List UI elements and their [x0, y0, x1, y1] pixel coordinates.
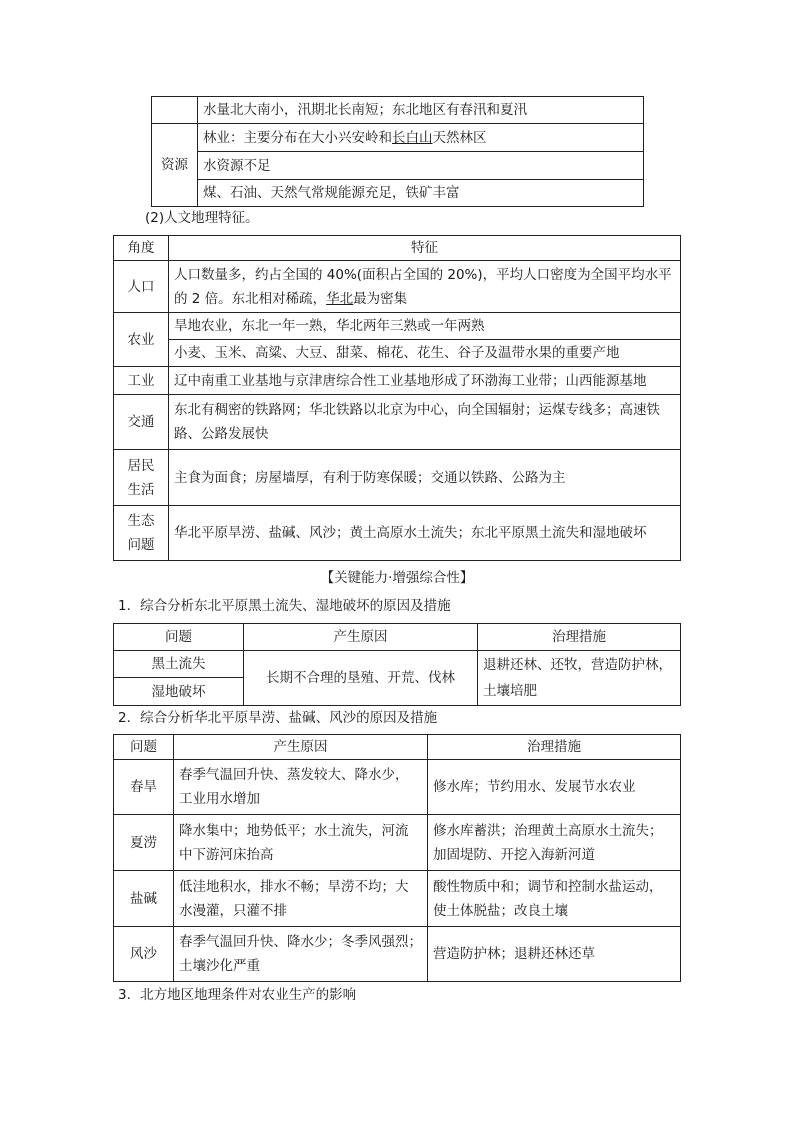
- blacksoil-table: [113, 623, 681, 706]
- table-cell: 林业：主要分布在大小兴安岭和长白山天然林区: [198, 124, 644, 152]
- header-cell: 产生原因: [244, 624, 478, 651]
- measure-cell: 营造防护林；退耕还林还草: [428, 927, 681, 982]
- underlined-text: 华北: [326, 290, 354, 307]
- table-cell: 主食为面食；房屋墙厚，有利于防寒保暖；交通以铁路、公路为主: [169, 450, 681, 506]
- cause-cell: 春季气温回升快、蒸发较大、降水少， 工业用水增加: [174, 760, 428, 815]
- table-cell: 旱地农业，东北一年一熟，华北两年三熟或一年两熟: [169, 313, 681, 340]
- row-label-resource: 资源: [152, 124, 198, 207]
- table-cell: 辽中南重工业基地与京津唐综合性工业基地形成了环渤海工业带；山西能源基地: [169, 367, 681, 395]
- table-row: [114, 927, 681, 982]
- cause-cell: 春季气温回升快、降水少；冬季风强烈； 土壤沙化严重: [174, 927, 428, 982]
- row-label-population: 人口: [114, 261, 169, 313]
- header-cell: 问题: [114, 624, 244, 651]
- measure-cell: 修水库；节约用水、发展节水农业: [428, 760, 681, 815]
- problem-cell: 盐碱: [114, 871, 174, 927]
- row-label-agriculture: 农业: [114, 313, 169, 367]
- key-ability-title: 【关键能力·增强综合性】: [320, 570, 474, 586]
- human-features-table: [113, 235, 681, 561]
- header-cell: 角度: [114, 236, 169, 261]
- underlined-text: 长白山: [392, 129, 433, 146]
- item-2: 2．综合分析华北平原旱涝、盐碱、风沙的原因及措施: [118, 710, 438, 726]
- table-cell: 煤、石油、天然气常规能源充足，铁矿丰富: [198, 180, 644, 207]
- measure-cell: 酸性物质中和；调节和控制水盐运动， 使土体脱盐；改良土壤: [428, 871, 681, 927]
- problem-cell: 风沙: [114, 927, 174, 982]
- cause-cell: 低洼地积水，排水不畅；旱涝不均；大 水漫灌，只灌不排: [174, 871, 428, 927]
- table-cell: [152, 97, 198, 124]
- header-cell: 治理措施: [478, 624, 681, 651]
- section-heading: (2)人文地理特征。: [145, 210, 259, 226]
- measure-cell: 退耕还林、还牧，营造防护林， 土壤培肥: [478, 651, 681, 706]
- cause-cell: 长期不合理的垦殖、开荒、伐林: [244, 651, 478, 706]
- natural-features-table: [151, 96, 644, 207]
- table-row: [114, 871, 681, 927]
- row-label-living: 居民 生活: [114, 450, 169, 506]
- header-cell: 特征: [169, 236, 681, 261]
- cause-cell: 降水集中；地势低平；水土流失，河流 中下游河床抬高: [174, 815, 428, 871]
- problem-cell: 夏涝: [114, 815, 174, 871]
- table-cell: 水量北大南小，汛期北长南短；东北地区有春汛和夏汛: [198, 97, 644, 124]
- row-label-ecology: 生态 问题: [114, 506, 169, 561]
- table-row: [114, 760, 681, 815]
- row-label-transport: 交通: [114, 395, 169, 450]
- north-china-plain-table: [113, 734, 681, 982]
- table-row: [114, 815, 681, 871]
- problem-cell: 春旱: [114, 760, 174, 815]
- item-1: 1．综合分析东北平原黑土流失、湿地破坏的原因及措施: [118, 598, 451, 614]
- row-label-industry: 工业: [114, 367, 169, 395]
- measure-cell: 修水库蓄洪；治理黄土高原水土流失； 加固堤防、开挖入海新河道: [428, 815, 681, 871]
- problem-cell: 湿地破坏: [114, 678, 244, 706]
- table-cell: 水资源不足: [198, 152, 644, 180]
- table-cell: 东北有稠密的铁路网；华北铁路以北京为中心，向全国辐射；运煤专线多；高速铁 路、公路发展快: [169, 395, 681, 450]
- header-cell: 问题: [114, 735, 174, 760]
- table-cell: 小麦、玉米、高粱、大豆、甜菜、棉花、花生、谷子及温带水果的重要产地: [169, 340, 681, 367]
- item-3: 3．北方地区地理条件对农业生产的影响: [118, 987, 357, 1003]
- table-cell: 人口数量多，约占全国的 40%(面积占全国的 20%)，平均人口密度为全国平均水平 的 2 倍。东北相对稀疏，华北最为密集: [169, 261, 681, 313]
- header-cell: 治理措施: [428, 735, 681, 760]
- problem-cell: 黑土流失: [114, 651, 244, 678]
- header-cell: 产生原因: [174, 735, 428, 760]
- table-cell: 华北平原旱涝、盐碱、风沙；黄土高原水土流失；东北平原黑土流失和湿地破坏: [169, 506, 681, 561]
